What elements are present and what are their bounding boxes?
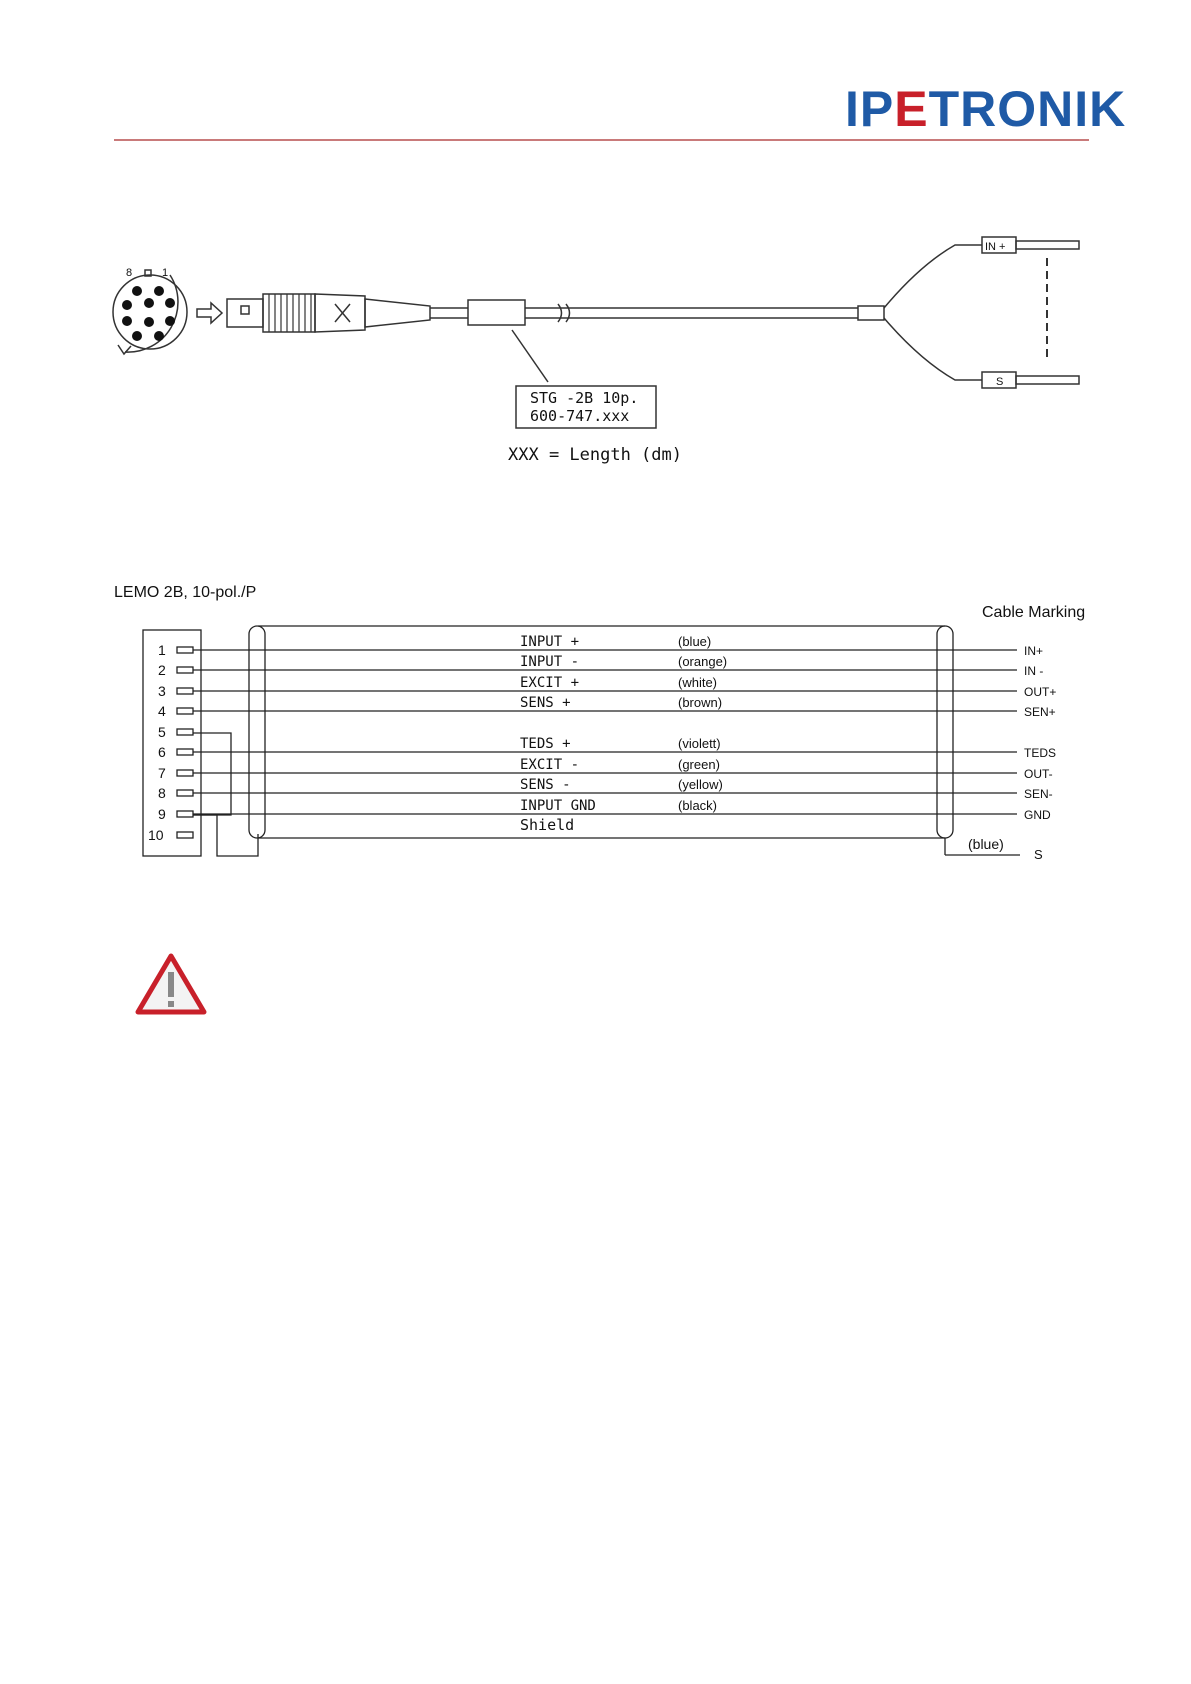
shield-label: Shield xyxy=(520,816,575,834)
wire-signal: INPUT GND xyxy=(520,798,596,814)
wire-signal: SENS - xyxy=(520,777,571,793)
cable-tag-sleeve xyxy=(468,300,525,325)
wire-marking: GND xyxy=(1024,808,1051,822)
pin-number: 10 xyxy=(148,827,164,843)
marking-title: Cable Marking xyxy=(982,604,1086,621)
pin-number: 5 xyxy=(158,724,166,740)
wire-color: (violett) xyxy=(678,736,721,751)
wire-color: (orange) xyxy=(678,654,728,669)
pin-number: 7 xyxy=(158,765,166,781)
cable-sheath xyxy=(258,626,945,838)
tag-line-2: 600-747.xxx xyxy=(530,407,630,425)
pin-stub xyxy=(177,749,193,755)
pin-number: 1 xyxy=(158,642,166,658)
wire-marking: OUT+ xyxy=(1024,685,1057,699)
logo-e: E xyxy=(894,81,929,137)
wire-signal: EXCIT - xyxy=(520,757,580,773)
pin-number: 9 xyxy=(158,806,166,822)
bridge-5-9 xyxy=(193,733,231,815)
wire-color: (yellow) xyxy=(678,777,723,792)
wire-marking: OUT- xyxy=(1024,767,1053,781)
wire-signal: INPUT + xyxy=(520,634,580,650)
pin-number: 8 xyxy=(158,785,166,801)
plug-body xyxy=(227,299,263,327)
connector-pin-label-8: 8 xyxy=(126,267,133,279)
wire-signal: INPUT - xyxy=(520,654,580,670)
pin-stubs xyxy=(177,647,193,838)
wire-color: (white) xyxy=(678,675,718,690)
pin-stub xyxy=(177,647,193,653)
pin-stub xyxy=(177,729,193,735)
logo-prefix: IP xyxy=(845,81,895,137)
logo-suffix: TRONIK xyxy=(928,81,1127,137)
wire-color: (black) xyxy=(678,798,718,813)
wire-lines xyxy=(193,650,1017,814)
pin-stub xyxy=(177,688,193,694)
wire-marking: IN+ xyxy=(1024,644,1044,658)
connector-block xyxy=(143,630,201,856)
wire-marking: SEN+ xyxy=(1024,705,1056,719)
wire-color: (green) xyxy=(678,757,720,772)
pin-stub xyxy=(177,811,193,817)
pin-stub xyxy=(177,770,193,776)
connector-title: LEMO 2B, 10-pol./P xyxy=(114,584,257,601)
pin-number: 4 xyxy=(158,703,166,719)
wire-signal: TEDS + xyxy=(520,736,571,752)
length-note: XXX = Length (dm) xyxy=(508,445,682,465)
pin-number: 3 xyxy=(158,683,166,699)
warning-triangle-icon xyxy=(138,956,204,1012)
wire-texts xyxy=(520,634,1056,822)
wire-marking: TEDS xyxy=(1024,746,1057,760)
wire-signal: EXCIT + xyxy=(520,675,580,691)
shield-marking: S xyxy=(1034,847,1043,862)
pin-stub xyxy=(177,708,193,714)
wire-color: (blue) xyxy=(678,634,712,649)
mating-arrow xyxy=(197,303,222,323)
wire-marking: SEN- xyxy=(1024,787,1053,801)
pin-number: 2 xyxy=(158,662,166,678)
pin-stub xyxy=(177,667,193,673)
pin-stub xyxy=(177,790,193,796)
shield-pin10-to-sheath xyxy=(193,815,258,856)
connector-pin-label-1: 1 xyxy=(162,267,169,279)
wire-signal: SENS + xyxy=(520,695,571,711)
wire-color: (brown) xyxy=(678,695,723,710)
wire-marking: IN - xyxy=(1024,664,1044,678)
tag-line-1: STG -2B 10p. xyxy=(530,389,639,407)
pin-labels xyxy=(148,642,166,843)
rotation-arrow xyxy=(125,275,178,352)
pin-stub xyxy=(177,832,193,838)
branch-bottom-label: S xyxy=(996,376,1004,388)
branch-top-label: IN + xyxy=(985,241,1006,253)
shield-color: (blue) xyxy=(968,836,1004,852)
pin-number: 6 xyxy=(158,744,166,760)
wiring-diagram xyxy=(143,626,1020,856)
